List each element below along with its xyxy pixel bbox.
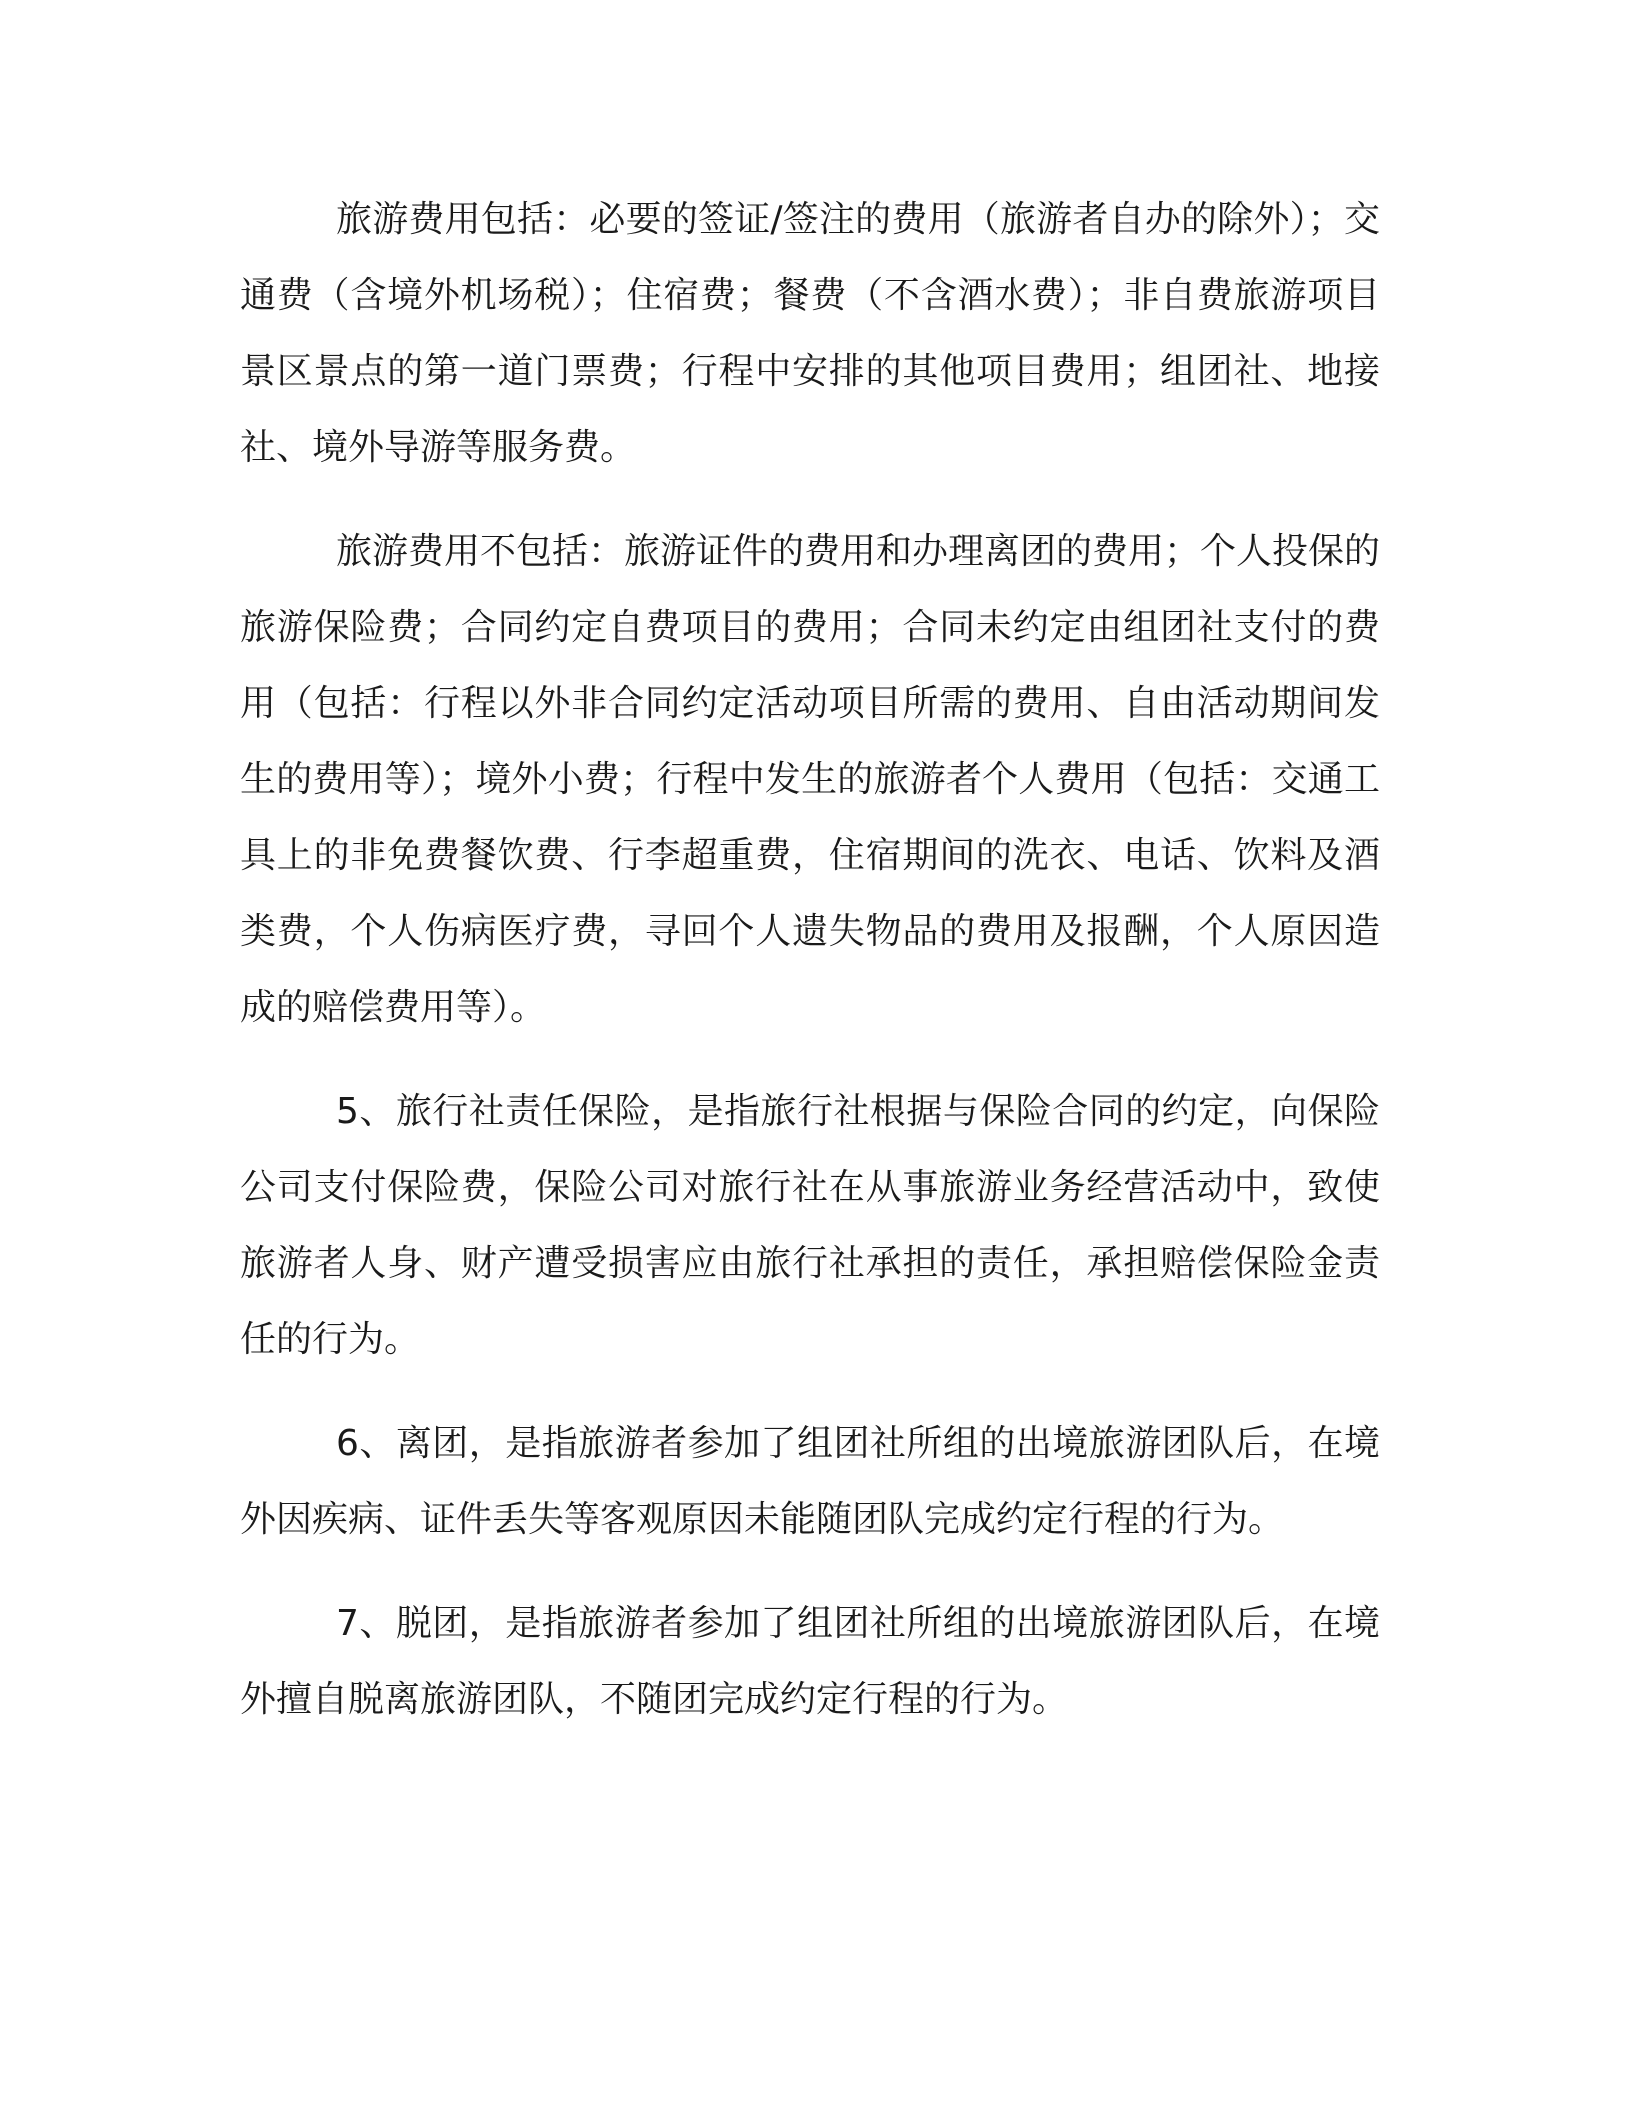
- document-body: [240, 182, 1380, 1766]
- paragraph-leaving-group: 6、离团，是指旅游者参加了组团社所组的出境旅游团队后，在境外因疾病、证件丢失等客观原因未能随团队完成约定行程的行为。: [240, 1423, 1380, 1540]
- paragraph-liability-insurance: 5、旅行社责任保险，是指旅行社根据与保险合同的约定，向保险公司支付保险费，保险公司对旅行社在从事旅游业务经营活动中，致使旅游者人身、财产遭受损害应由旅行社承担的责任，承担赔偿保险金责任的行为。: [240, 1091, 1380, 1360]
- paragraph-breaking-away: 7、脱团，是指旅游者参加了组团社所组的出境旅游团队后，在境外擅自脱离旅游团队，不随团完成约定行程的行为。: [240, 1603, 1380, 1720]
- paragraph-fees-included: 旅游费用包括：必要的签证/签注的费用（旅游者自办的除外）；交通费（含境外机场税）；住宿费；餐费（不含酒水费）；非自费旅游项目景区景点的第一道门票费；行程中安排的其他项目费用；组团社、地接社、境外导游等服务费。: [240, 199, 1380, 468]
- paragraph-fees-excluded: 旅游费用不包括：旅游证件的费用和办理离团的费用；个人投保的旅游保险费；合同约定自费项目的费用；合同未约定由组团社支付的费用（包括：行程以外非合同约定活动项目所需的费用、自由活动期间发生的费用等）；境外小费；行程中发生的旅游者个人费用（包括：交通工具上的非免费餐饮费、行李超重费，住宿期间的洗衣、电话、饮料及酒类费，个人伤病医疗费，寻回个人遗失物品的费用及报酬，个人原因造成的赔偿费用等）。: [240, 531, 1381, 1028]
